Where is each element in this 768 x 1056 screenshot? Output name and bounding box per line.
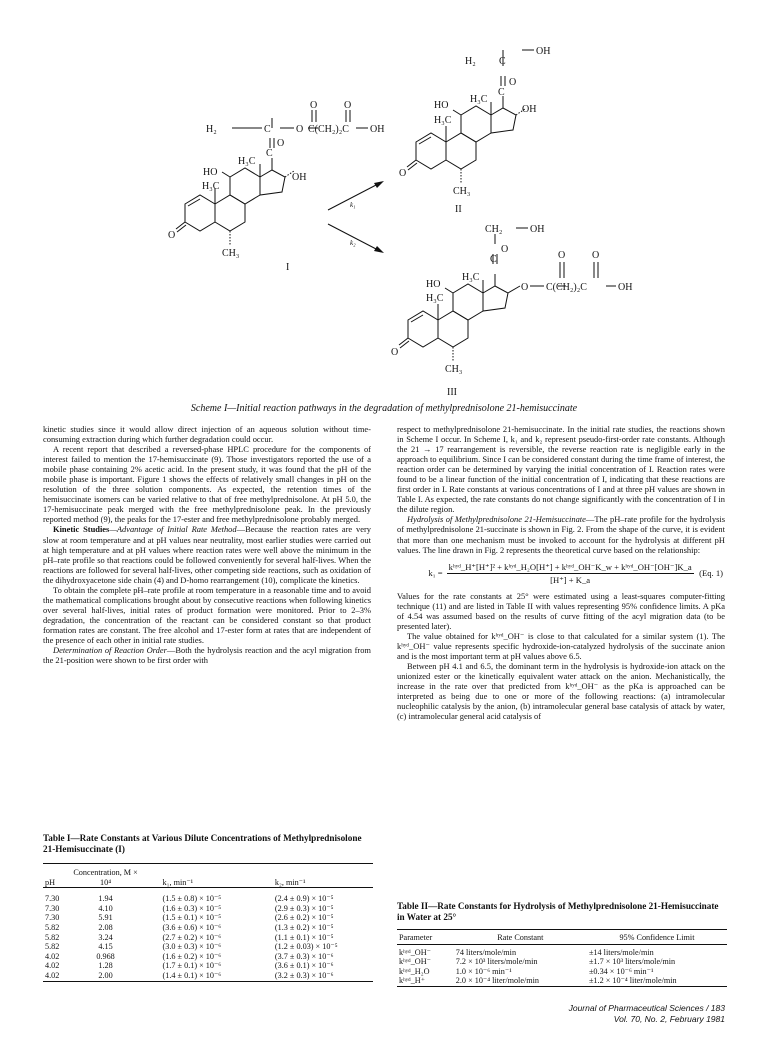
table-1-row-cell: (2.4 ± 0.9) × 10⁻⁵ xyxy=(274,894,334,904)
table-1-row xyxy=(43,971,373,981)
table-1-body xyxy=(43,894,373,983)
table-2-row-cell: ±14 liters/mole/min xyxy=(588,947,654,957)
equation-fraction xyxy=(447,562,694,585)
label-II-h2: H₂ xyxy=(465,56,476,67)
table-2-row-cell: ±1.7 × 10³ liters/mole/min xyxy=(588,957,676,967)
left-column xyxy=(43,424,371,665)
left-paragraph-3-text: —Because the reaction rates are very slow at room temperature and at pH values near neutrality, most earlier studies were carried out at high temperature and at pH values where reaction rates were well above the minimum in the pH–rate profile so that reactions could be followed conveniently for several half-lives. When the reactions are followed for several half-lives, other competing side reactions, such as oxidation of the dihydroxyacetone side chain (4) and D-homo rearrangement (10), complicate the kinetics. xyxy=(43,524,371,585)
table-1-header: Concentration, M × 10⁴ xyxy=(73,868,138,887)
table-1-row-cell: (2.7 ± 0.2) × 10⁻⁶ xyxy=(162,932,222,942)
table-1-row-cell: (1.6 ± 0.3) × 10⁻⁵ xyxy=(162,903,222,913)
table-1-row-cell: (1.6 ± 0.2) × 10⁻⁶ xyxy=(162,951,222,961)
label-II-ch3: CH₃ xyxy=(453,186,471,197)
table-1-row-cell: 0.968 xyxy=(96,951,115,961)
label-compound-III: III xyxy=(447,387,457,398)
equation-lhs: k₁ = xyxy=(428,568,443,579)
label-I-o3: O xyxy=(168,230,176,241)
label-III-ch3: CH₃ xyxy=(445,364,463,375)
label-II-c20: C xyxy=(498,87,505,98)
table-2-row-cell: kʰʸᵈ_OH⁻ xyxy=(399,957,431,967)
table-2-row-cell: 74 liters/mole/min xyxy=(455,947,517,957)
table-1-row xyxy=(43,952,373,962)
table-2-row-cell: 1.0 × 10⁻⁶ min⁻¹ xyxy=(455,966,512,976)
label-I-ch3: CH₃ xyxy=(222,248,240,259)
table-1-row-cell: 1.94 xyxy=(98,894,113,904)
label-III-h3c-1: H₃C xyxy=(462,272,480,283)
table-1-row-cell: (3.7 ± 0.3) × 10⁻⁶ xyxy=(274,951,334,961)
table-1-row-cell: 4.10 xyxy=(98,903,113,913)
equation-numerator: kʰʸᵈ_H⁺[H⁺]² + kʰʸᵈ_H₂O[H⁺] + kʰʸᵈ_OH⁻K_w + kʰʸᵈ_OH⁻[OH⁻]K_a xyxy=(447,562,694,574)
equation-denominator: [H⁺] + K_a xyxy=(550,574,591,585)
table-2-row xyxy=(397,957,727,967)
table-1-row-cell: (1.5 ± 0.1) × 10⁻⁵ xyxy=(162,913,222,923)
right-column xyxy=(397,424,725,721)
hydrolysis-heading: Hydrolysis of Methylprednisolone 21-Hemisuccinate xyxy=(407,514,586,525)
table-2-title: Table II—Rate Constants for Hydrolysis of Methylprednisolone 21-Hemisuccinate in Water at 25° xyxy=(397,901,719,922)
table-2-row-cell: ±0.34 × 10⁻⁶ min⁻¹ xyxy=(588,966,654,976)
table-1-row xyxy=(43,904,373,914)
table-1-row-cell: (1.3 ± 0.2) × 10⁻⁵ xyxy=(274,922,334,932)
table-2-header: Rate Constant xyxy=(497,933,544,942)
right-paragraph-2-text: —The pH–rate profile for the hydrolysis of methylprednisolone 21-succinate is shown in Fig. 2. From the shape of the curve, it is evident that more than one mechanism must be invoked to account for the hydrolysis at different pH values. The line drawn in Fig. 2 represents the theoretical curve based on the relationship: xyxy=(397,514,725,555)
right-paragraph-1: respect to methylprednisolone 21-hemisuccinate. In the initial rate studies, the reactions shown in Scheme I occur. In Scheme I, k₁ and k₂ represent pseudo-first-order rate constants. Although the 21 → 17 rearrangement is reversible, the reverse reaction rate is negligible early in the approach to equilibrium. Since I can be considered constant during the time frame of interest, the reaction order can be determined by varying the initial concentration of I. Reaction rates were found to be a linear function of the initial concentration of I, indicating that these reactions are first order in I. Rate constants at various concentrations of I and at three pH values are shown in Table I. As expected, the rate constants do not change significantly with the concentration of I in the dilute region. xyxy=(397,424,725,515)
left-paragraph-2: A recent report that described a reversed-phase HPLC procedure for the components of interest failed to mention the 17-hemisuccinate (9). Those investigators reported the use of a mobile phase containing 2% acetic acid. In the present study, it was found that the pH of the mobile phase is important. Figure 1 shows the effects of relatively small changes in pH on the resolution of the three solution components. As expected, the retention times of the hemisuccinate isomers can be varied relative to that of free methylprednisolone. At pH 5.0, the 17-hemisuccinate peak merged with the free methylprednisolone peak. In the previously reported method (9), the peaks for the 17-ester and free methylprednisolone probably merged. xyxy=(43,444,371,525)
table-1-row-cell: (1.4 ± 0.1) × 10⁻⁶ xyxy=(162,970,222,980)
footer-journal: Journal of Pharmaceutical Sciences / 183 xyxy=(568,1003,725,1013)
table-2-row xyxy=(397,976,727,986)
label-III-o-top1: O xyxy=(558,250,566,261)
table-1-grid xyxy=(43,863,373,984)
left-paragraph-4: To obtain the complete pH–rate profile at room temperature in a reasonable time and to avoid the mathematical complications brought about by consecutive reactions when following kinetics over several half-lives, initial rates of product formation were monitored. Prior to 2–3% degradation, the concentration of the reactant can be considered constant so that product formation rates are constant. The free alcohol and 17-ester form at rates that are independent of the presence of each other in initial rate studies. xyxy=(43,584,371,645)
table-1-row-cell: (1.5 ± 0.8) × 10⁻⁵ xyxy=(162,894,222,904)
table-1-row-cell: 1.28 xyxy=(98,961,113,971)
label-compound-I: I xyxy=(286,262,290,273)
table-2-row-cell: kʰʸᵈ_H₂O xyxy=(399,966,430,976)
structure-II xyxy=(407,50,537,184)
table-1-header: k₂, min⁻¹ xyxy=(274,877,306,887)
left-paragraph-3 xyxy=(43,524,371,584)
label-I-h3c-1: H₃C xyxy=(238,156,256,167)
label-k1: k₁ xyxy=(350,201,356,209)
table-1-row-cell: 5.82 xyxy=(45,922,60,932)
label-III-oh21: OH xyxy=(530,224,545,235)
table-2-row-cell: 7.2 × 10³ liters/mole/min xyxy=(455,957,538,967)
table-1-row xyxy=(43,923,373,933)
table-2 xyxy=(397,901,727,989)
table-2-row-cell: kʰʸᵈ_OH⁻ xyxy=(399,947,431,957)
table-1-row-cell: (3.6 ± 0.1) × 10⁻⁶ xyxy=(274,961,334,971)
left-paragraph-1: kinetic studies since it would allow direct injection of an aqueous solution without time-consuming extraction during which further degradation could occur. xyxy=(43,424,371,445)
label-I-c: C xyxy=(264,124,271,135)
table-1-row-cell: 4.15 xyxy=(98,942,113,952)
label-I-o-top1: O xyxy=(310,100,318,111)
table-1-row-cell: (1.1 ± 0.1) × 10⁻⁵ xyxy=(274,932,334,942)
scheme-caption: Scheme I—Initial reaction pathways in the degradation of methylprednisolone 21-hemisuccinate xyxy=(190,403,578,414)
table-1-row-cell: (3.6 ± 0.6) × 10⁻⁶ xyxy=(162,922,222,932)
label-I-o: O xyxy=(296,124,304,135)
table-1-row xyxy=(43,933,373,943)
label-III-c20: C xyxy=(490,254,497,265)
right-paragraph-2 xyxy=(397,514,725,554)
equation-1 xyxy=(397,562,725,585)
arrowhead-k1 xyxy=(374,181,384,188)
label-III-o20: O xyxy=(501,244,509,255)
reaction-scheme xyxy=(0,0,768,402)
table-2-body xyxy=(397,948,727,989)
table-2-row-cell: kʰʸᵈ_H⁺ xyxy=(399,976,426,986)
label-II-h3c-1: H₃C xyxy=(470,94,488,105)
table-1-row-cell: 4.02 xyxy=(45,961,60,971)
table-1-row-cell: (3.2 ± 0.3) × 10⁻⁶ xyxy=(274,970,334,980)
table-2-row xyxy=(397,948,727,958)
table-1-row-cell: 3.24 xyxy=(98,932,113,942)
table-1-row-cell: 4.02 xyxy=(45,970,60,980)
label-I-chain: C(CH₂)₂C xyxy=(308,124,349,135)
reaction-order-heading: Determination of Reaction Order xyxy=(53,645,167,656)
label-II-o3: O xyxy=(399,168,407,179)
table-2-header: Parameter xyxy=(399,933,433,942)
label-III-ch2: CH₂ xyxy=(485,224,503,235)
table-1-header-row xyxy=(43,864,373,888)
label-II-o20: O xyxy=(509,77,517,88)
table-1-row xyxy=(43,913,373,923)
table-2-row xyxy=(397,967,727,977)
table-2-header-row xyxy=(397,930,727,945)
table-1-row-cell: 5.82 xyxy=(45,942,60,952)
label-II-h3c-2: H₃C xyxy=(434,115,452,126)
label-II-oh17: OH xyxy=(522,104,537,115)
label-compound-II: II xyxy=(455,204,462,215)
table-1-header: pH xyxy=(45,877,56,887)
table-1-row-cell: 7.30 xyxy=(45,894,60,904)
table-2-grid xyxy=(397,929,727,989)
table-1-row-cell: 5.91 xyxy=(98,913,113,923)
label-I-oh17: OH xyxy=(292,172,307,183)
label-I-o20: O xyxy=(277,138,285,149)
label-I-ho: HO xyxy=(203,167,218,178)
label-III-ho: HO xyxy=(426,279,441,290)
label-II-ho: HO xyxy=(434,100,449,111)
label-III-o17: O xyxy=(521,282,529,293)
table-1 xyxy=(43,833,373,984)
table-1-row-cell: 5.82 xyxy=(45,932,60,942)
label-I-oh-end: OH xyxy=(370,124,385,135)
table-1-row xyxy=(43,894,373,904)
initial-rate-subheading: —Advantage of Initial Rate Method xyxy=(109,524,237,535)
kinetic-studies-heading: Kinetic Studies xyxy=(53,524,110,535)
table-1-row-cell: (2.6 ± 0.2) × 10⁻⁵ xyxy=(274,913,334,923)
table-1-row xyxy=(43,961,373,971)
label-III-oh-end: OH xyxy=(618,282,633,293)
left-paragraph-5 xyxy=(43,645,371,665)
label-II-oh21: OH xyxy=(536,46,551,57)
label-I-o-top2: O xyxy=(344,100,352,111)
table-1-row-cell: 7.30 xyxy=(45,913,60,923)
table-1-row-cell: 2.08 xyxy=(98,922,113,932)
equation-number: (Eq. 1) xyxy=(699,568,723,579)
label-III-o3: O xyxy=(391,347,399,358)
table-1-row-cell: (1.7 ± 0.1) × 10⁻⁶ xyxy=(162,961,222,971)
label-I-c20: C xyxy=(266,148,273,159)
right-paragraph-5: Between pH 4.1 and 6.5, the dominant term in the hydrolysis is hydroxide-ion attack on the unionized ester or the kinetically equivalent water attack on the anion. Mechanistically, the increase in the rate over that predicted from kʰʸᵈ_OH⁻ as the pKa is approached can be interpreted as being due to one or more of the following reactions: (a) intramolecular nucleophilic catalysis by the anion, (b) intramolecular general base catalysis of attack by water, (c) intramolecular general acid catalysis of xyxy=(397,661,725,722)
label-I-h3c-2: H₃C xyxy=(202,181,220,192)
footer-volume: Vol. 70, No. 2, February 1981 xyxy=(613,1014,725,1024)
label-I-h2: H₂ xyxy=(206,124,217,135)
label-III-chain: C(CH₂)₂C xyxy=(546,282,587,293)
table-1-row xyxy=(43,942,373,952)
right-paragraph-3: Values for the rate constants at 25° were estimated using a least-squares computer-fitting technique (11) and are listed in Table II with values representing 95% confidence limits. A pKa of 4.54 was assumed based on the results of curve fitting of the acyl migration data (to be presented later). xyxy=(397,590,725,631)
right-paragraph-4: The value obtained for kʰʸᵈ_OH⁻ is close to that calculated for a similar system (1). The kʰʸᵈ_OH⁻ value represents specific hydroxide-ion-catalyzed hydrolysis of the succinate anion and is the most important term at pH values above 6.5. xyxy=(397,630,725,661)
table-2-header: 95% Confidence Limit xyxy=(619,933,695,942)
table-1-row-cell: 4.02 xyxy=(45,951,60,961)
label-III-o-top2: O xyxy=(592,250,600,261)
table-1-title: Table I—Rate Constants at Various Dilute Concentrations of Methylprednisolone 21-Hemisuccinate (I) xyxy=(43,833,362,854)
label-III-h3c-2: H₃C xyxy=(426,293,444,304)
table-1-header: k₁, min⁻¹ xyxy=(162,877,194,887)
table-1-row-cell: (2.9 ± 0.3) × 10⁻⁵ xyxy=(274,903,334,913)
table-1-row-cell: 2.00 xyxy=(98,970,113,980)
label-k2: k₂ xyxy=(350,239,356,247)
label-II-c21: C xyxy=(499,56,506,67)
table-2-row-cell: 2.0 × 10⁻⁴ liter/mole/min xyxy=(455,976,539,986)
table-2-row-cell: ±1.2 × 10⁻⁴ liter/mole/min xyxy=(588,976,677,986)
left-paragraph-5-text: —Both the hydrolysis reaction and the acyl migration from the 21-position were shown to be first order with xyxy=(43,645,371,666)
table-1-row-cell: 7.30 xyxy=(45,903,60,913)
table-1-row-cell: (1.2 ± 0.03) × 10⁻⁵ xyxy=(274,942,338,952)
table-1-row-cell: (3.0 ± 0.3) × 10⁻⁶ xyxy=(162,942,222,952)
arrowhead-k2 xyxy=(374,246,384,253)
